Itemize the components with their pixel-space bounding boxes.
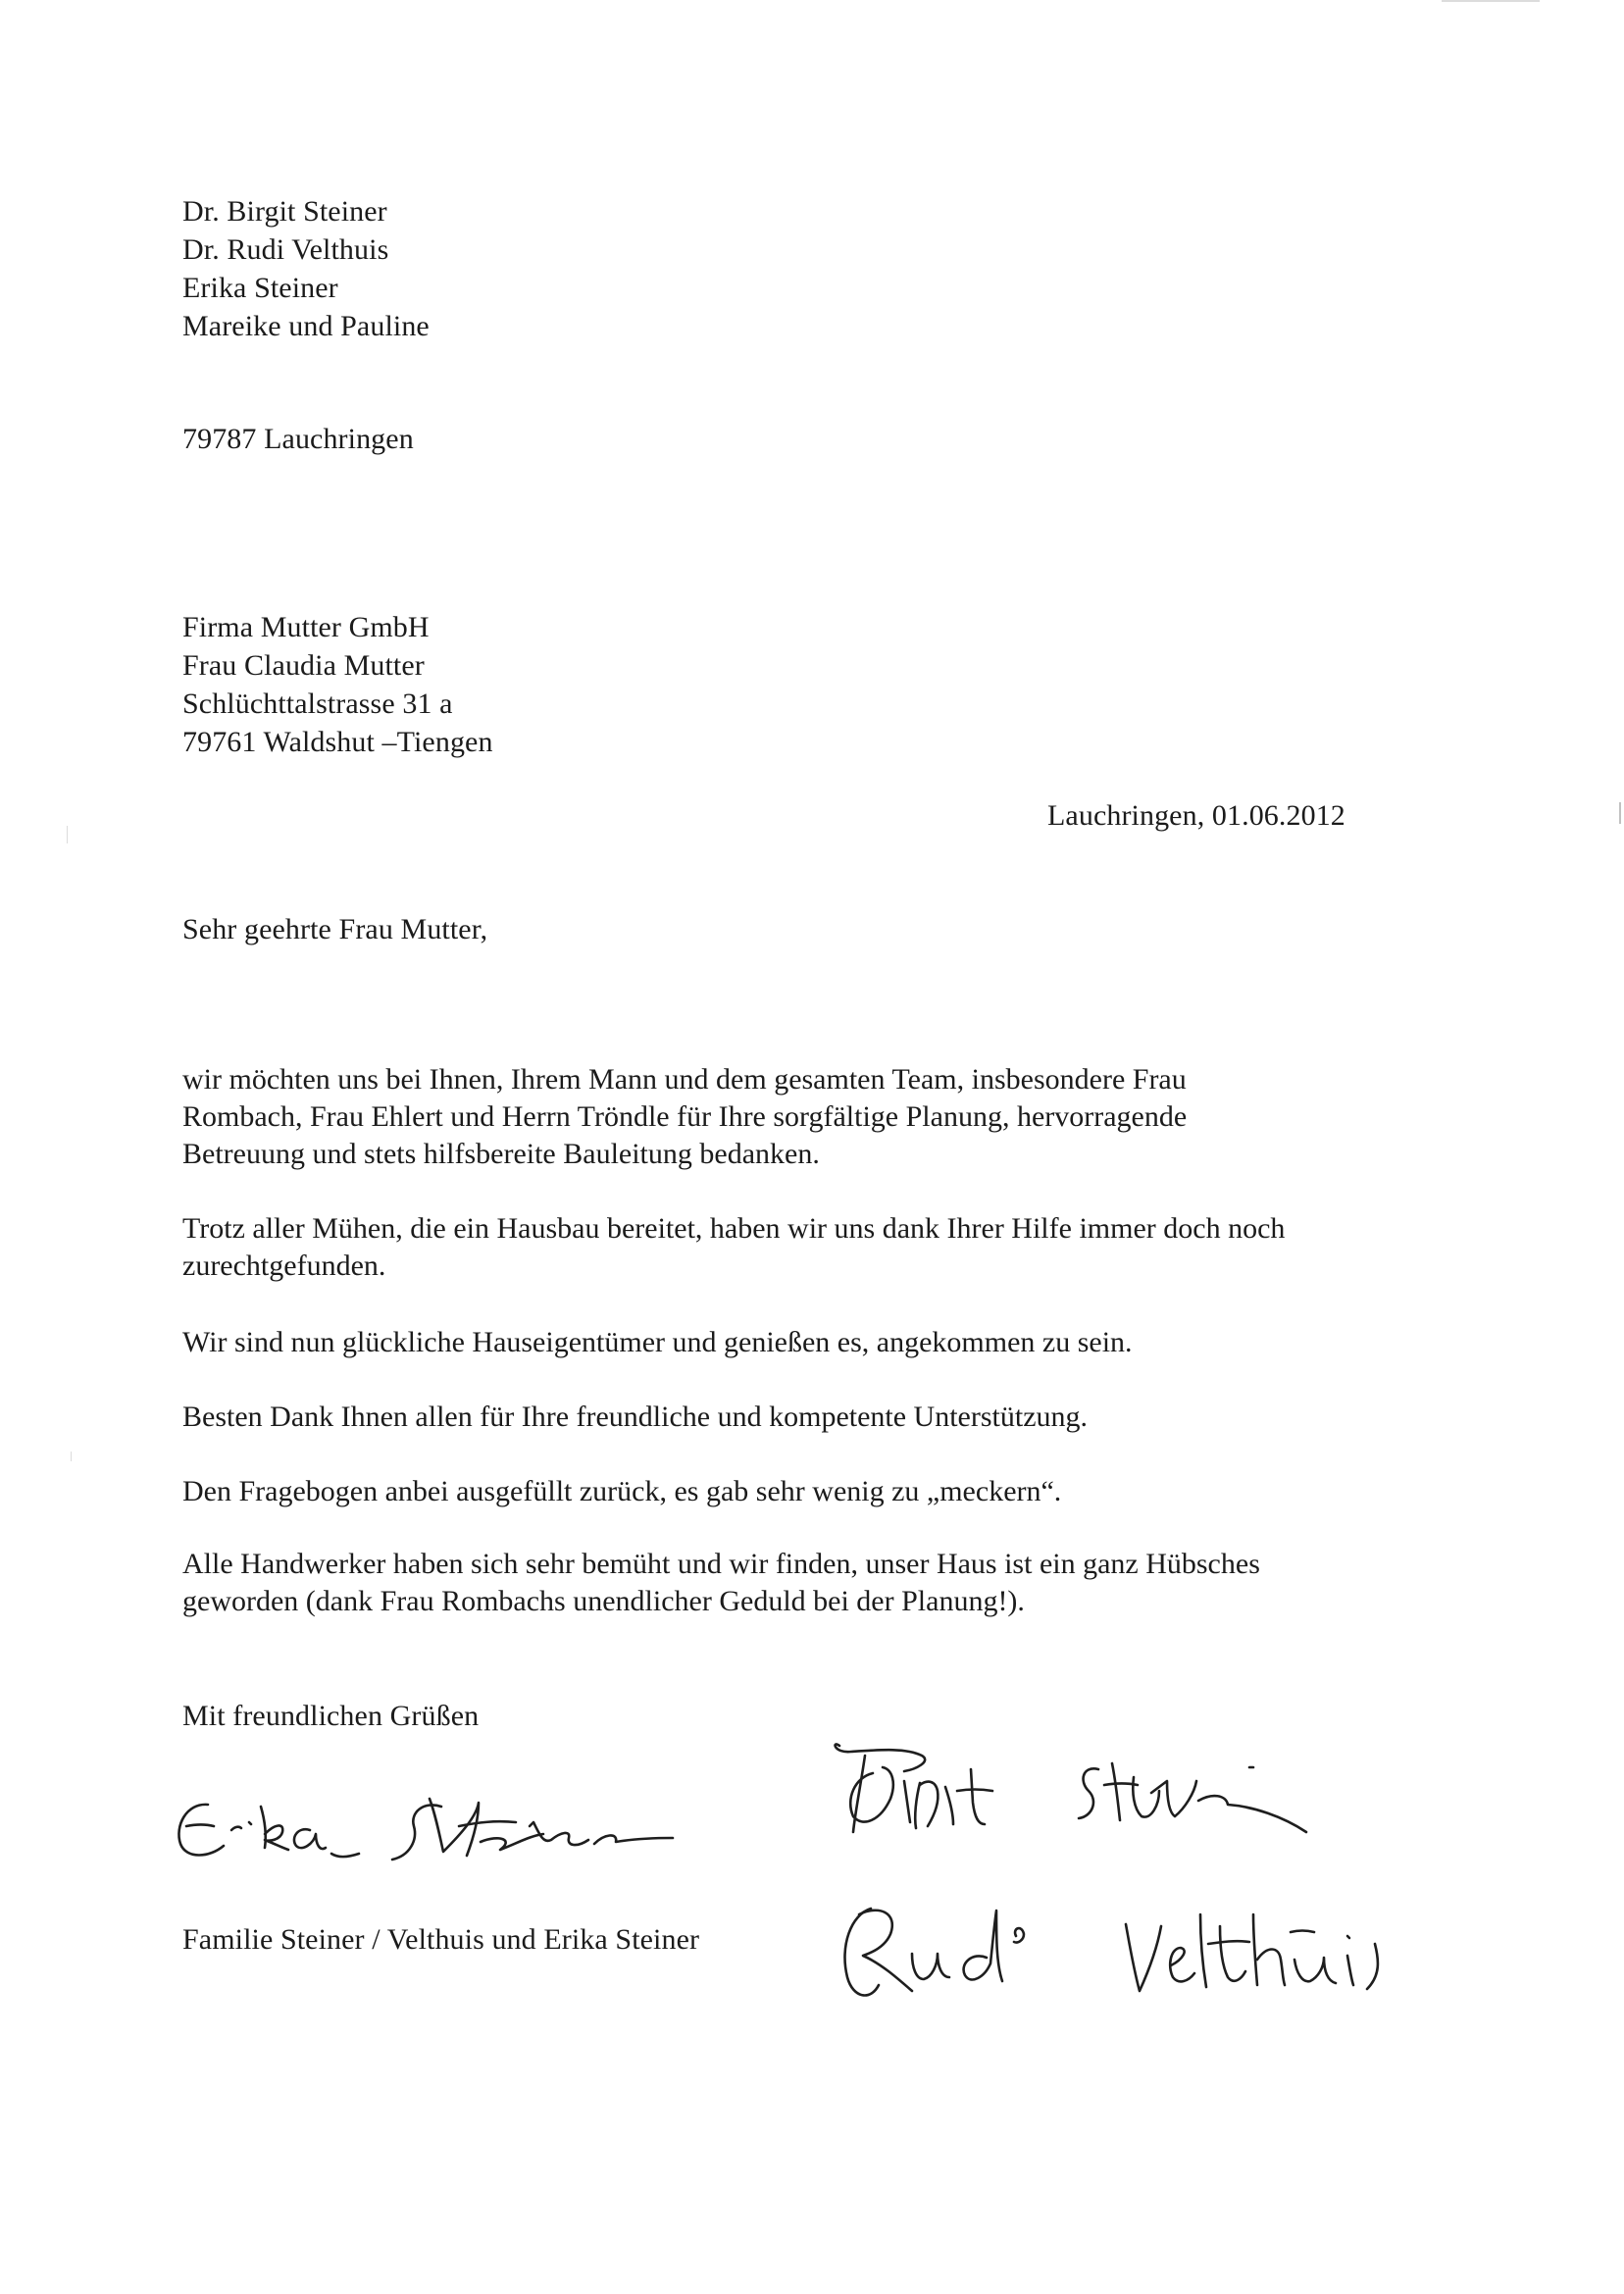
paragraph-line: Wir sind nun glückliche Hauseigentümer und genießen es, angekommen zu sein. — [182, 1326, 1133, 1358]
recipient-line: Firma Mutter GmbH — [182, 611, 430, 643]
recipient-line: 79761 Waldshut –Tiengen — [182, 726, 493, 758]
paragraph — [182, 1473, 1428, 1510]
scan-artifact-left-2 — [71, 1452, 72, 1461]
sender-line: Dr. Rudi Velthuis — [182, 233, 389, 266]
signature-rudi-velthuis — [830, 1875, 1438, 2022]
sender-line: Dr. Birgit Steiner — [182, 195, 387, 228]
signature-erika-steiner — [167, 1765, 716, 1873]
paragraph-line: zurechtgefunden. — [182, 1249, 386, 1282]
paragraph-line: Rombach, Frau Ehlert und Herrn Tröndle für Ihre sorgfältige Planung, hervorragende — [182, 1100, 1188, 1133]
salutation: Sehr geehrte Frau Mutter, — [182, 913, 488, 945]
paragraph-line: Besten Dank Ihnen allen für Ihre freundliche und kompetente Unterstützung. — [182, 1401, 1089, 1433]
paragraph — [182, 1061, 1428, 1173]
recipient-line: Frau Claudia Mutter — [182, 649, 425, 682]
date-line: Lauchringen, 01.06.2012 — [1047, 799, 1345, 832]
sender-line: Erika Steiner — [182, 272, 338, 304]
paragraph-line: Betreuung und stets hilfsbereite Bauleitung bedanken. — [182, 1138, 820, 1170]
paragraph-line: Alle Handwerker haben sich sehr bemüht und wir finden, unser Haus ist ein ganz Hübsches — [182, 1548, 1260, 1580]
paragraph-line: wir möchten uns bei Ihnen, Ihrem Mann und dem gesamten Team, insbesondere Frau — [182, 1063, 1187, 1096]
paragraph-line: Trotz aller Mühen, die ein Hausbau bereitet, haben wir uns dank Ihrer Hilfe immer doch noch — [182, 1212, 1286, 1245]
paragraph-line: geworden (dank Frau Rombachs unendlicher Geduld bei der Planung!). — [182, 1585, 1025, 1617]
sender-city: 79787 Lauchringen — [182, 423, 414, 455]
scan-artifact-left-1 — [67, 826, 68, 843]
paragraph — [182, 1210, 1428, 1285]
signature-birgit-steiner — [822, 1734, 1351, 1861]
closing: Mit freundlichen Grüßen — [182, 1700, 480, 1732]
paragraph-line: Den Fragebogen anbei ausgefüllt zurück, es gab sehr wenig zu „meckern“. — [182, 1475, 1062, 1507]
scan-artifact-right-edge — [1619, 802, 1621, 824]
sender-line: Mareike und Pauline — [182, 310, 430, 342]
signature-line: Familie Steiner / Velthuis und Erika Steiner — [182, 1923, 700, 1956]
paragraph — [182, 1324, 1428, 1361]
scan-artifact-top-right — [1442, 0, 1540, 2]
recipient-line: Schlüchttalstrasse 31 a — [182, 688, 453, 720]
paragraph — [182, 1546, 1428, 1620]
paragraph — [182, 1399, 1428, 1436]
